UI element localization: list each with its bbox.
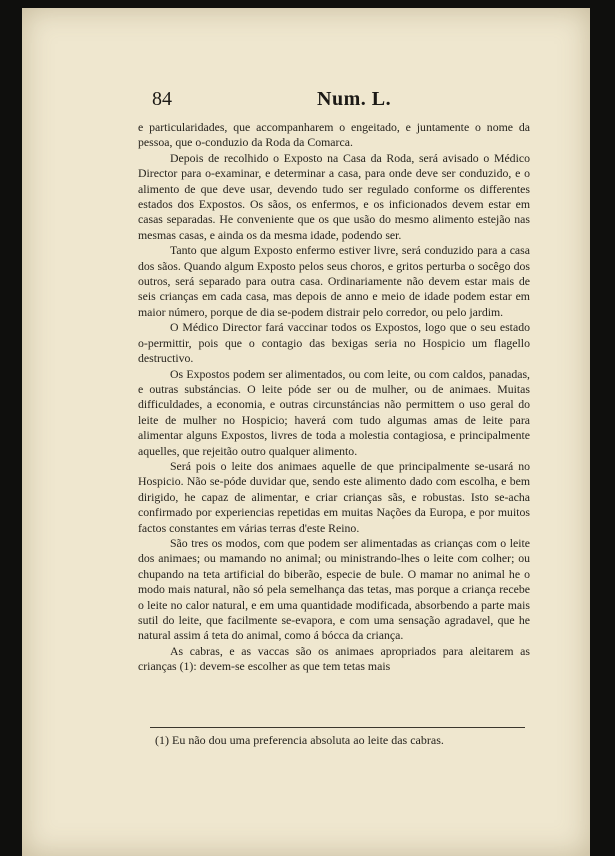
- paragraph: Será pois o leite dos animaes aquelle de que principalmente se-usará no Hospicio. Não se-póde duvidar que, sendo este alimento dado com escolha, e bem dirigido, he capaz de alimentar, e criar crianças sãs, e robustas. Isto se-acha confirmado por experiencias repetidas em muitas Nações da Europa, e por muitos factos constantes em várias terras d'este Reino.: [138, 458, 530, 535]
- paragraph: São tres os modos, com que podem ser alimentadas as crianças com o leite dos animaes; ou mamando no animal; ou ministrando-lhes o leite com colher; ou chupando na teta artificial do biberão, especie de bule. O mamar no animal he o modo mais natural, não só pela semelhança das tetas, mas porque a criança recebe o leite no calor natural, e em uma quantidade modificada, absorbendo a parte mais sutil do leite, que facilmente se-evapora, e com uma sensação agradavel, que he natural assim á teta do animal, como á bócca da criança.: [138, 535, 530, 643]
- footnote-divider: [150, 727, 525, 728]
- paragraph: Os Expostos podem ser alimentados, ou com leite, ou com caldos, panadas, e outras substáncias. O leite póde ser ou de mulher, ou de animaes. Muitas difficuldades, a economia, e outras circunstáncias não permittem o uso geral do leite de mulher no Hospicio; haverá com tudo algumas amas de leite para alimentar alguns Expostos, livres de toda a molestia contagiosa, e principalmente aquelles, que rejeitão outro qualquer alimento.: [138, 366, 530, 458]
- paragraph: As cabras, e as vaccas são os animaes apropriados para aleitarem as crianças (1): devem-se escolher as que tem tetas mais: [138, 643, 530, 674]
- running-head: Num. L.: [317, 88, 392, 110]
- paragraph: O Médico Director fará vaccinar todos os Expostos, logo que o seu estado o-permittir, pois que o contagio das bexigas seria no Hospicio um flagello destructivo.: [138, 320, 530, 366]
- footnote: (1) Eu não dou uma preferencia absoluta ao leite das cabras.: [155, 733, 444, 747]
- paragraph: Depois de recolhido o Exposto na Casa da Roda, será avisado o Médico Director para o-examinar, e determinar a casa, para onde deve ser conduzido, e o alimento de que deve usar, devendo tudo ser regulado conforme os differentes estados dos Expostos. Os sãos, os enfermos, e os inficionados devem estar em casas separadas. He conveniente que os que usão do mesmo alimento estejão nas mesmas casas, e ainda os da mesma idade, podendo ser.: [138, 150, 530, 242]
- paragraph: e particularidades, que accompanharem o engeitado, e juntamente o nome da pessoa, que o-conduzio da Roda da Comarca.: [138, 120, 530, 150]
- body-text: [138, 120, 530, 675]
- paragraph: Tanto que algum Exposto enfermo estiver livre, será conduzido para a casa dos sãos. Quando algum Exposto pelos seus choros, e gritos perturba o socêgo dos outros, será separado para outra casa. Ordinariamente não devem estar mais de seis crianças em cada casa, mas depois de anno e meio de idade podem estar em maior número, porque de dia se-podem distrair pelo corredor, ou pelo jardim.: [138, 243, 530, 319]
- page-header: [152, 88, 552, 118]
- page-number: 84: [152, 88, 172, 110]
